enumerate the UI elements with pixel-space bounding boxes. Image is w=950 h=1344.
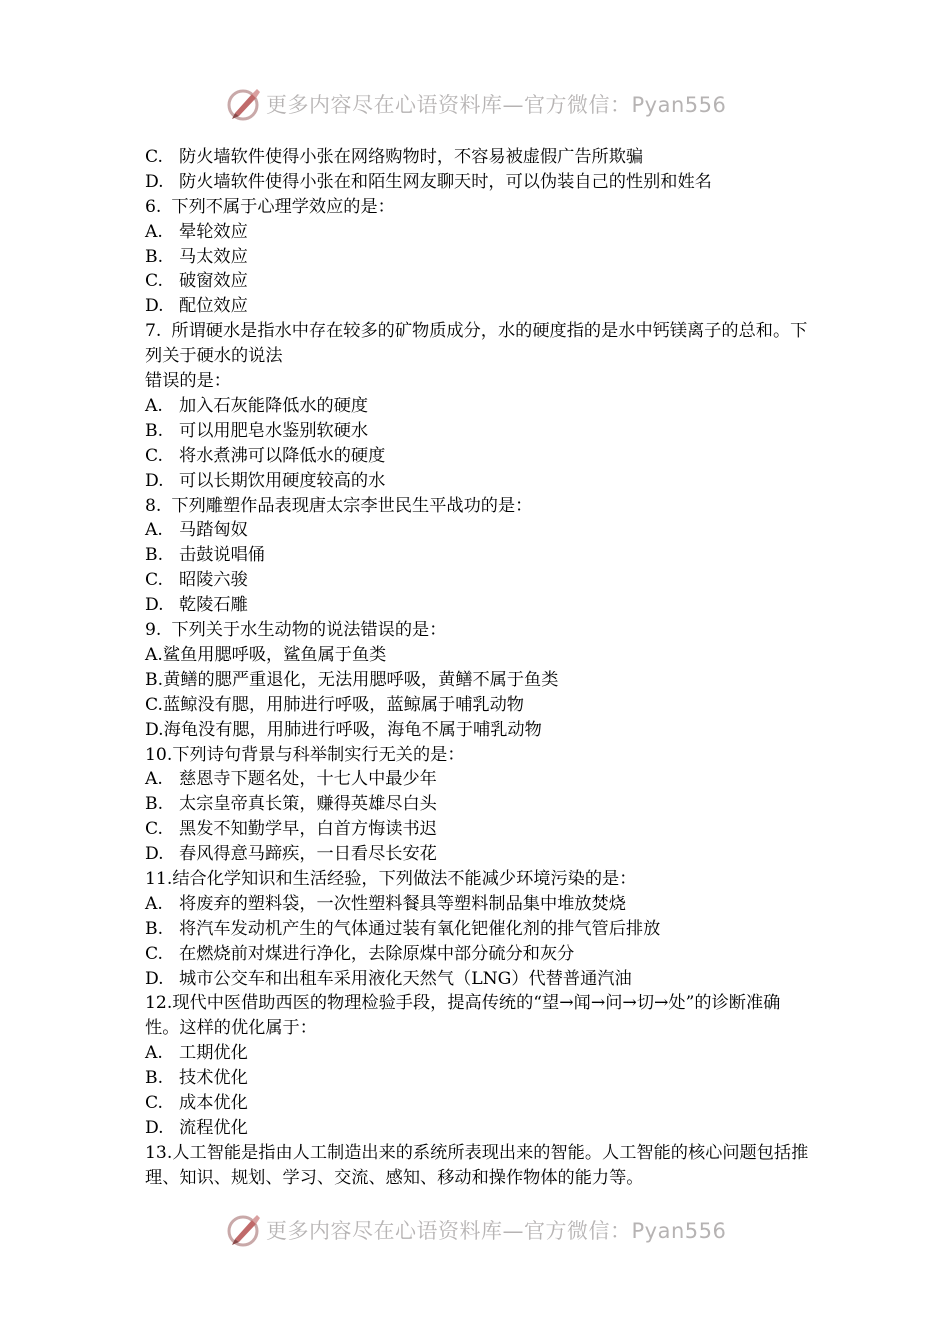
- option-text: 加入石灰能降低水的硬度: [179, 395, 369, 416]
- option-label: D.: [145, 595, 164, 616]
- question-number: 9.: [145, 620, 162, 640]
- option-text: 将水煮沸可以降低水的硬度: [179, 445, 386, 466]
- option-text: 在燃烧前对煤进行净化，去除原煤中部分硫分和灰分: [179, 943, 575, 964]
- option-text: 配位效应: [179, 296, 248, 317]
- text-line: C.蓝鲸没有腮，用肺进行呼吸，蓝鲸属于哺乳动物: [145, 694, 524, 715]
- document-body: [145, 145, 810, 1191]
- text-line: 11.结合化学知识和生活经验，下列做法不能减少环境污染的是：: [145, 869, 637, 889]
- option-text: 慈恩寺下题名处，十七人中最少年: [179, 769, 437, 790]
- answer-option: [145, 942, 810, 967]
- option-label: D.: [145, 296, 164, 317]
- question-text: 下列关于水生动物的说法错误的是：: [171, 620, 447, 640]
- option-text: 防火墙软件使得小张在网络购物时，不容易被虚假广告所欺骗: [179, 147, 644, 167]
- text-line: 13.人工智能是指由人工制造出来的系统所表现出来的智能。人工智能的核心问题包括推理、知识、规划、学习、交流、感知、移动和操作物体的能力等。: [145, 1142, 809, 1188]
- option-label: A.: [145, 520, 163, 541]
- option-label: D.: [145, 171, 164, 192]
- option-label: A.: [145, 1043, 163, 1064]
- option-text: 马踏匈奴: [179, 520, 248, 541]
- footer-watermark: [226, 1210, 726, 1250]
- option-label: C.: [145, 819, 164, 840]
- option-label: C.: [145, 445, 164, 466]
- answer-option: [145, 269, 810, 294]
- answer-option: [145, 518, 810, 543]
- question-number: 8.: [145, 495, 162, 516]
- watermark-text: 更多内容尽在心语资料库—官方微信：Pyan556: [266, 93, 727, 117]
- pen-logo-icon: [226, 1212, 262, 1248]
- option-label: C.: [145, 271, 164, 292]
- answer-option: [145, 817, 810, 842]
- answer-option: [145, 170, 810, 195]
- option-label: B.: [145, 545, 164, 566]
- answer-option: [145, 568, 810, 593]
- option-text: 将废弃的塑料袋，一次性塑料餐具等塑料制品集中堆放焚烧: [179, 893, 626, 914]
- option-text: 城市公交车和出租车采用液化天然气（LNG）代替普通汽油: [179, 968, 632, 989]
- question: [145, 618, 810, 643]
- question-text: 下列不属于心理学效应的是：: [171, 196, 395, 217]
- option-text: 成本优化: [179, 1093, 248, 1114]
- option-label: D.: [145, 844, 164, 865]
- option-label: C.: [145, 570, 164, 591]
- answer-option: [145, 444, 810, 469]
- option-text: 工期优化: [179, 1043, 248, 1064]
- option-label: B.: [145, 918, 164, 939]
- option-text: 可以长期饮用硬度较高的水: [179, 470, 386, 491]
- option-label: B.: [145, 246, 164, 267]
- text-line: 12.现代中医借助西医的物理检验手段，提高传统的“望→闻→问→切→处”的诊断准确性。这样的优化属于：: [145, 993, 781, 1039]
- option-label: B.: [145, 420, 164, 441]
- option-text: 破窗效应: [179, 271, 248, 292]
- answer-option: [145, 220, 810, 245]
- question: [145, 319, 810, 369]
- option-label: D.: [145, 470, 164, 491]
- answer-option: [145, 419, 810, 444]
- answer-option: [145, 1066, 810, 1091]
- answer-option: [145, 593, 810, 618]
- option-text: 晕轮效应: [179, 221, 248, 242]
- answer-option: [145, 469, 810, 494]
- question: [145, 494, 810, 519]
- question: [145, 195, 810, 220]
- answer-option: [145, 1041, 810, 1066]
- option-label: C.: [145, 1093, 164, 1114]
- option-label: A.: [145, 769, 163, 790]
- option-label: B.: [145, 794, 164, 815]
- answer-option: [145, 967, 810, 992]
- option-text: 击鼓说唱俑: [179, 545, 265, 566]
- option-text: 可以用肥皂水鉴别软硬水: [179, 420, 369, 441]
- option-label: A.: [145, 221, 163, 242]
- answer-option: [145, 792, 810, 817]
- question-text: 所谓硬水是指水中存在较多的矿物质成分，水的硬度指的是水中钙镁离子的总和。下列关于硬水的说法: [145, 321, 808, 367]
- option-label: D.: [145, 968, 164, 989]
- option-text: 春风得意马蹄疾，一日看尽长安花: [179, 844, 437, 865]
- answer-option: [145, 917, 810, 942]
- option-label: C.: [145, 943, 164, 964]
- option-text: 太宗皇帝真长策，赚得英雄尽白头: [179, 794, 437, 815]
- text-line: B.黄鳝的腮严重退化，无法用腮呼吸，黄鳝不属于鱼类: [145, 669, 559, 690]
- watermark-text: 更多内容尽在心语资料库—官方微信：Pyan556: [266, 1219, 727, 1243]
- answer-option: [145, 394, 810, 419]
- text-line: D.海龟没有腮，用肺进行呼吸，海龟不属于哺乳动物: [145, 719, 542, 740]
- text-line: 错误的是：: [145, 371, 231, 392]
- option-text: 马太效应: [179, 246, 248, 267]
- header-watermark: [226, 84, 726, 124]
- text-line: 10.下列诗句背景与科举制实行无关的是：: [145, 744, 465, 765]
- pen-logo-icon: [226, 86, 262, 122]
- answer-option: [145, 892, 810, 917]
- option-text: 将汽车发动机产生的气体通过装有氧化钯催化剂的排气管后排放: [179, 918, 661, 939]
- answer-option: [145, 767, 810, 792]
- option-label: D.: [145, 1117, 164, 1138]
- option-text: 乾陵石雕: [179, 595, 248, 616]
- answer-option: [145, 543, 810, 568]
- answer-option: [145, 842, 810, 867]
- option-text: 流程优化: [179, 1117, 248, 1138]
- option-label: A.: [145, 893, 163, 914]
- question-number: 6.: [145, 196, 162, 217]
- answer-option: [145, 1091, 810, 1116]
- question-text: 下列雕塑作品表现唐太宗李世民生平战功的是：: [171, 495, 533, 516]
- option-label: A.: [145, 395, 163, 416]
- option-text: 技术优化: [179, 1068, 248, 1089]
- answer-option: [145, 294, 810, 319]
- option-text: 黑发不知勤学早，白首方悔读书迟: [179, 819, 437, 840]
- option-text: 昭陵六骏: [179, 570, 248, 591]
- option-label: B.: [145, 1068, 164, 1089]
- text-line: A.鲨鱼用腮呼吸，鲨鱼属于鱼类: [145, 644, 387, 665]
- answer-option: [145, 145, 810, 170]
- option-label: C.: [145, 147, 164, 167]
- answer-option: [145, 1116, 810, 1141]
- option-text: 防火墙软件使得小张在和陌生网友聊天时，可以伪装自己的性别和姓名: [179, 171, 712, 192]
- answer-option: [145, 245, 810, 270]
- question-number: 7.: [145, 321, 162, 342]
